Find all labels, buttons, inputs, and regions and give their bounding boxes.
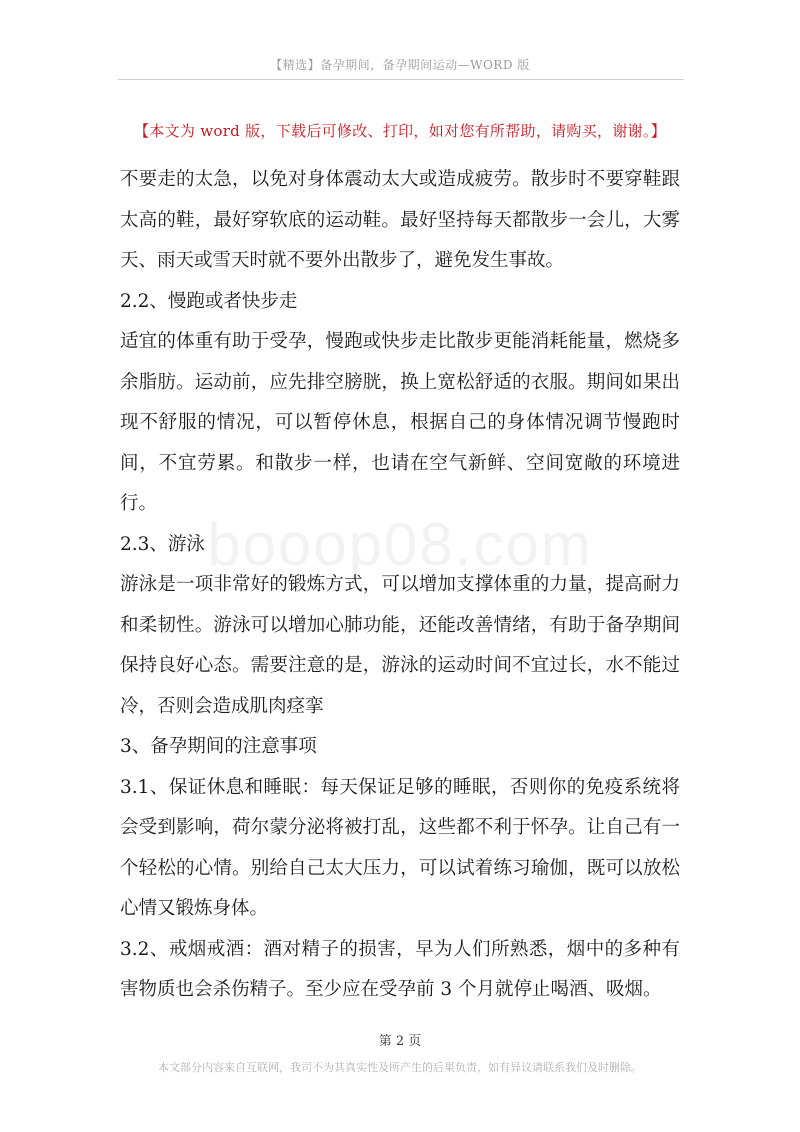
paragraph-rest-and-sleep: 3.1、保证休息和睡眠：每天保证足够的睡眠，否则你的免疫系统将会受到影响，荷尔蒙分泌将被打乱，这些都不利于怀孕。让自己有一个轻松的心情。别给自己太大压力，可以试着练习瑜伽，既可以放松心情又锻炼身体。 <box>120 776 680 919</box>
section-heading-jogging: 2.2、慢跑或者快步走 <box>120 290 298 312</box>
watermark: booop08.com <box>207 511 593 578</box>
page-header: 【精选】备孕期间，备孕期间运动—WORD 版 <box>270 58 530 72</box>
section-heading-swimming: 2.3、游泳 <box>120 533 205 555</box>
header-divider <box>118 79 684 80</box>
paragraph-walking-tips: 不要走的太急，以免对身体震动太大或造成疲劳。散步时不要穿鞋跟太高的鞋，最好穿软底的运动鞋。最好坚持每天都散步一会儿，大雾天、雨天或雪天时就不要外出散步了，避免发生事故。 <box>120 169 680 271</box>
page-number: 第 2 页 <box>378 1034 422 1049</box>
paragraph-jogging: 适宜的体重有助于受孕，慢跑或快步走比散步更能消耗能量，燃烧多余脂肪。运动前，应先排空膀胱，换上宽松舒适的衣服。期间如果出现不舒服的情况，可以暂停休息，根据自己的身体情况调节慢跑时间，不宜劳累。和散步一样，也请在空气新鲜、空间宽敞的环境进行。 <box>120 331 680 514</box>
purchase-notice: 【本文为 word 版，下载后可修改、打印，如对您有所帮助，请购买，谢谢。】 <box>133 122 667 140</box>
disclaimer-footer: 本文部分内容来自互联网，我司不为其真实性及所产生的后果负责，如有异议请联系我们及时删除。 <box>158 1061 642 1074</box>
document-body <box>120 160 680 1011</box>
paragraph-swimming: 游泳是一项非常好的锻炼方式，可以增加支撑体重的力量，提高耐力和柔韧性。游泳可以增加心肺功能，还能改善情绪，有助于备孕期间保持良好心态。需要注意的是，游泳的运动时间不宜过长，水不能过冷，否则会造成肌肉痉挛 <box>120 574 680 717</box>
paragraph-quit-smoking-drinking: 3.2、戒烟戒酒：酒对精子的损害，早为人们所熟悉，烟中的多种有害物质也会杀伤精子。至少应在受孕前 3 个月就停止喝酒、吸烟。 <box>120 938 680 1000</box>
section-heading-precautions: 3、备孕期间的注意事项 <box>120 736 317 757</box>
